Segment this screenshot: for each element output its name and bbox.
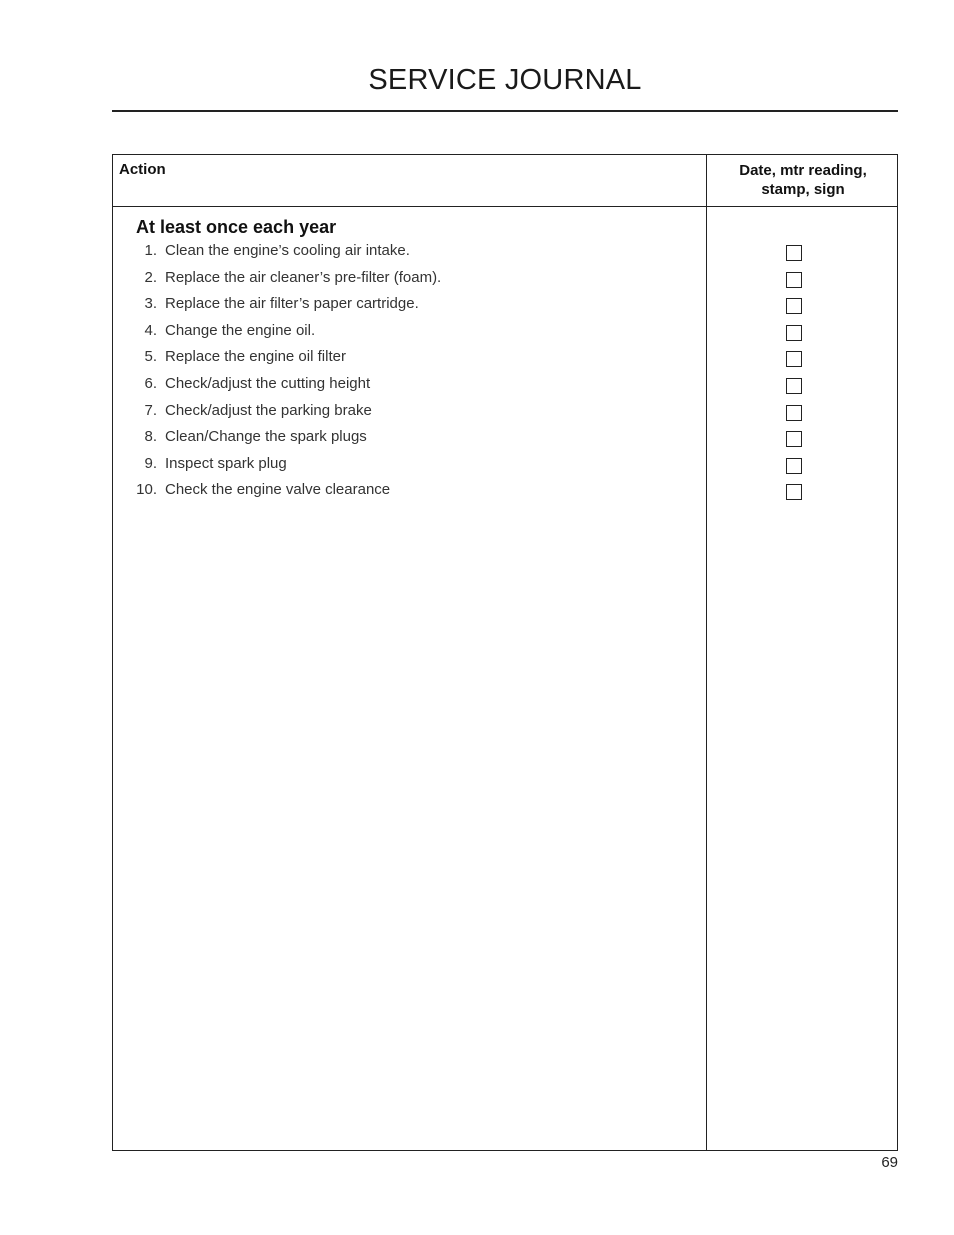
column-header-date-line2: stamp, sign: [761, 181, 845, 198]
task-text: Clean/Change the spark plugs: [165, 428, 367, 446]
task-checkbox-3[interactable]: [786, 298, 802, 314]
task-item: [113, 294, 705, 321]
task-number: 3.: [144, 295, 157, 313]
task-item: [113, 374, 705, 401]
task-item: [113, 268, 705, 295]
task-number: 9.: [144, 454, 157, 472]
task-number: 7.: [144, 401, 157, 419]
task-item: [113, 427, 705, 454]
column-header-date: [707, 161, 899, 199]
task-text: Replace the engine oil filter: [165, 348, 346, 366]
task-checkbox-5[interactable]: [786, 351, 802, 367]
service-journal-table: [112, 154, 898, 1151]
task-text: Check/adjust the parking brake: [165, 401, 372, 419]
task-number: 5.: [144, 348, 157, 366]
task-item: [113, 347, 705, 374]
task-text: Check the engine valve clearance: [165, 481, 391, 499]
task-number: 8.: [144, 428, 157, 446]
task-checkbox-8[interactable]: [786, 431, 802, 447]
column-header-date-line1: Date, mtr reading,: [739, 162, 867, 179]
task-number: 10.: [136, 481, 157, 499]
task-item: [113, 480, 705, 507]
task-checkbox-9[interactable]: [786, 458, 802, 474]
section-title-yearly: At least once each year: [136, 217, 337, 237]
task-item: [113, 241, 705, 268]
task-checkbox-10[interactable]: [786, 484, 802, 500]
task-number: 1.: [144, 242, 157, 259]
checkbox-list: [786, 245, 802, 511]
task-checkbox-6[interactable]: [786, 378, 802, 394]
task-number: 4.: [144, 321, 157, 339]
task-text: Replace the air filter’s paper cartridge.: [165, 295, 419, 313]
task-checkbox-1[interactable]: [786, 245, 802, 261]
title-rule: [112, 110, 898, 112]
column-divider: [706, 155, 707, 1150]
task-list: [113, 241, 705, 507]
task-item: [113, 401, 705, 428]
page-title: SERVICE JOURNAL: [368, 64, 642, 96]
task-text: Check/adjust the cutting height: [165, 374, 371, 392]
task-checkbox-4[interactable]: [786, 325, 802, 341]
task-item: [113, 321, 705, 348]
task-text: Replace the air cleaner’s pre-filter (foam).: [165, 268, 442, 286]
task-checkbox-2[interactable]: [786, 272, 802, 288]
task-number: 2.: [144, 268, 157, 286]
task-text: Inspect spark plug: [165, 454, 287, 472]
task-text: Change the engine oil.: [165, 321, 316, 339]
header-divider: [113, 206, 897, 207]
task-checkbox-7[interactable]: [786, 405, 802, 421]
column-header-action: Action: [119, 161, 166, 178]
task-item: [113, 454, 705, 481]
page-number: 69: [881, 1154, 898, 1171]
task-number: 6.: [144, 374, 157, 392]
task-text: Clean the engine’s cooling air intake.: [165, 242, 410, 259]
